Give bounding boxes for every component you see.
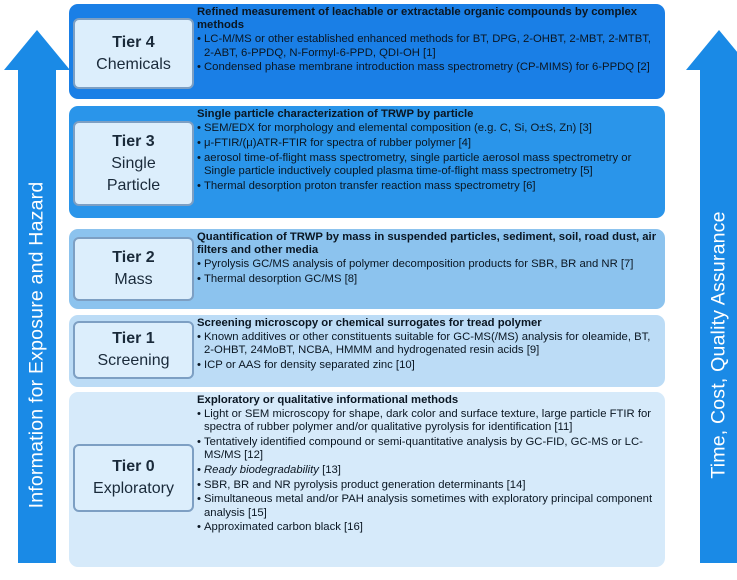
tier-number: Tier 4 — [112, 33, 155, 51]
left-arrow-label: Information for Exposure and Hazard — [25, 181, 48, 509]
tier-content — [197, 394, 659, 536]
tier-name: Mass — [114, 271, 153, 288]
right-arrow-label: Time, Cost, Quality Assurance — [707, 211, 730, 479]
method-item: • Thermal desorption proton transfer reaction mass spectrometry [6] — [197, 180, 659, 193]
left-arrow — [4, 30, 70, 563]
tier-content — [197, 6, 659, 76]
method-item: • LC-M/MS or other established enhanced methods for BT, DPG, 2-OHBT, 2-MBT, 2-MTBT, 2-ABT, 6-PPDQ, N-Formyl-6-PPD, QDI-OH [1] — [197, 33, 659, 59]
tier-2-box — [69, 229, 665, 309]
method-item: • Condensed phase membrane introduction mass spectrometry (CP-MIMS) for 6-PPDQ [2] — [197, 61, 659, 74]
method-list — [197, 122, 659, 193]
tier-heading: Refined measurement of leachable or extractable organic compounds by complex methods — [197, 6, 638, 32]
tier-content — [197, 231, 659, 288]
method-list — [197, 33, 659, 74]
tier-badge — [73, 444, 194, 512]
method-item: • ICP or AAS for density separated zinc [10] — [197, 359, 659, 372]
tier-3-box — [69, 106, 665, 218]
tier-number: Tier 0 — [112, 458, 155, 475]
tier-1-box — [69, 315, 665, 387]
method-item: • Ready biodegradability [13] — [197, 464, 659, 477]
tier-heading: Exploratory or qualitative informational methods — [197, 394, 459, 406]
tier-number: Tier 3 — [112, 132, 155, 150]
method-item: • SEM/EDX for morphology and elemental composition (e.g. C, Si, O±S, Zn) [3] — [197, 122, 659, 135]
method-list — [197, 408, 659, 534]
method-item: • Simultaneous metal and/or PAH analysis sometimes with exploratory principal component analysis [15] — [197, 493, 659, 519]
tier-name: Exploratory — [93, 480, 174, 497]
method-item: • μ-FTIR/(μ)ATR-FTIR for spectra of rubber polymer [4] — [197, 137, 659, 150]
tier-content — [197, 317, 659, 374]
tier-name: Screening — [97, 352, 170, 369]
method-list — [197, 331, 659, 372]
method-item: • SBR, BR and NR pyrolysis product generation determinants [14] — [197, 479, 659, 492]
tier-heading: Screening microscopy or chemical surrogates for tread polymer — [197, 317, 542, 329]
method-item: • Tentatively identified compound or semi-quantitative analysis by GC-FID, GC-MS or LC-MS/MS [12] — [197, 436, 659, 462]
tier-badge — [73, 237, 194, 301]
method-item: • Light or SEM microscopy for shape, dark color and surface texture, large particle FTIR for spectra of rubber polymer and/or qualitative pyrolysis for identification [11] — [197, 408, 659, 434]
method-list — [197, 258, 659, 286]
method-item: • aerosol time-of-flight mass spectrometry, single particle aerosol mass spectrometry or Single particle inductively coupled plasma time-of-flight mass spectrometry [5] — [197, 152, 659, 178]
tier-badge — [73, 121, 194, 206]
tier-number: Tier 2 — [112, 249, 155, 266]
tier-number: Tier 1 — [112, 330, 155, 347]
right-arrow — [686, 30, 737, 563]
method-item: • Known additives or other constituents suitable for GC-MS(/MS) analysis for oleamide, BT, 2-OHBT, 24MoBT, NCBA, HMMM and hydrogenated resin acids [9] — [197, 331, 659, 357]
tier-heading: Single particle characterization of TRWP by particle — [197, 108, 474, 120]
tier-0-box — [69, 392, 665, 567]
method-item: • Approximated carbon black [16] — [197, 521, 659, 534]
tier-heading: Quantification of TRWP by mass in suspended particles, sediment, soil, road dust, air filters and other media — [197, 231, 657, 257]
tier-badge — [73, 18, 194, 89]
tier-4-box — [69, 4, 665, 99]
tier-content — [197, 108, 659, 194]
tier-name: Single Particle — [106, 154, 161, 194]
method-item: • Thermal desorption GC/MS [8] — [197, 273, 659, 286]
method-item: • Pyrolysis GC/MS analysis of polymer decomposition products for SBR, BR and NR [7] — [197, 258, 659, 271]
tier-badge — [73, 321, 194, 379]
tier-name: Chemicals — [96, 55, 171, 73]
